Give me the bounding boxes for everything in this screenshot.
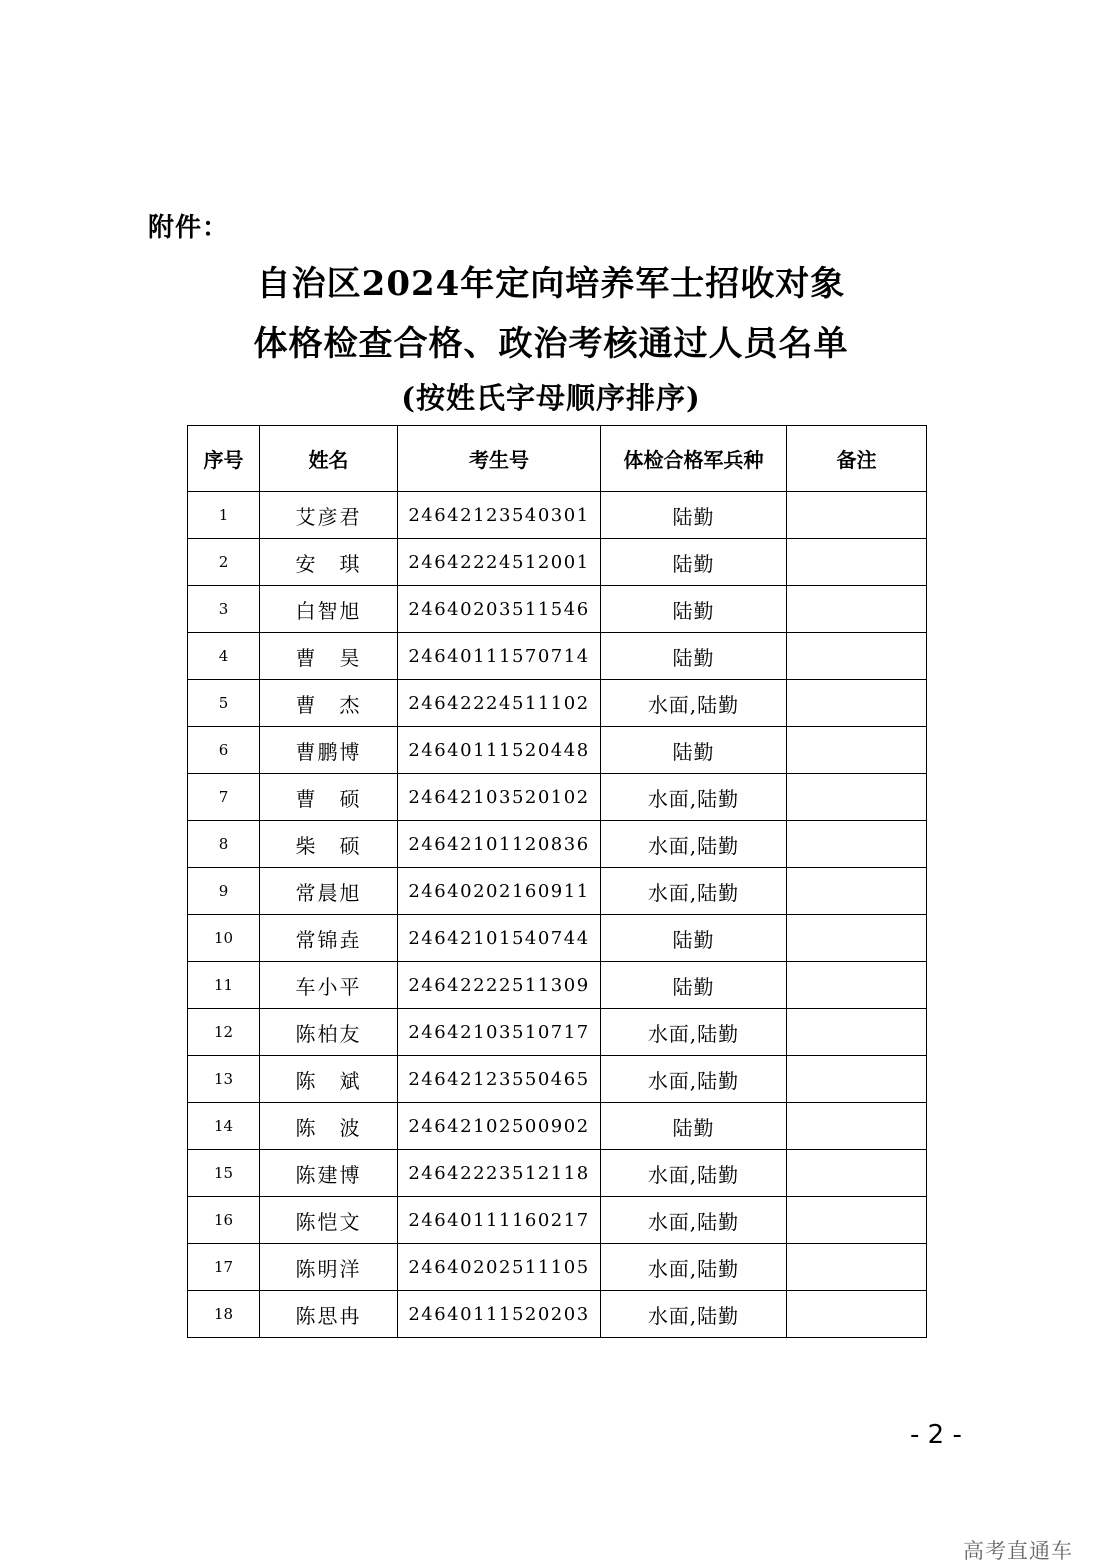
cell-name: 柴 硕 xyxy=(260,821,398,868)
cell-note xyxy=(787,1009,927,1056)
table-row xyxy=(188,680,927,727)
cell-seq: 9 xyxy=(188,868,260,915)
cell-service-arm: 水面,陆勤 xyxy=(601,1056,787,1103)
document-title-line2: 体格检查合格、政治考核通过人员名单 xyxy=(253,324,849,364)
cell-exam-number: 24642102500902 xyxy=(398,1103,601,1150)
watermark-text: 高考直通车 xyxy=(963,1539,1073,1563)
cell-note xyxy=(787,915,927,962)
cell-exam-number: 24642224512001 xyxy=(398,539,601,586)
cell-note xyxy=(787,1150,927,1197)
cell-seq: 12 xyxy=(188,1009,260,1056)
cell-service-arm: 陆勤 xyxy=(601,727,787,774)
cell-exam-number: 24642101120836 xyxy=(398,821,601,868)
cell-name: 艾彦君 xyxy=(260,492,398,539)
cell-exam-number: 24642123540301 xyxy=(398,492,601,539)
table-row xyxy=(188,727,927,774)
cell-exam-number: 24640202160911 xyxy=(398,868,601,915)
cell-exam-number: 24642103510717 xyxy=(398,1009,601,1056)
table-row xyxy=(188,962,927,1009)
cell-service-arm: 水面,陆勤 xyxy=(601,1197,787,1244)
table-row xyxy=(188,539,927,586)
cell-name: 陈恺文 xyxy=(260,1197,398,1244)
cell-seq: 5 xyxy=(188,680,260,727)
cell-exam-number: 24640202511105 xyxy=(398,1244,601,1291)
cell-name: 安 琪 xyxy=(260,539,398,586)
cell-service-arm: 水面,陆勤 xyxy=(601,868,787,915)
cell-exam-number: 24640111520448 xyxy=(398,727,601,774)
cell-service-arm: 水面,陆勤 xyxy=(601,680,787,727)
header-service-arm: 体检合格军兵种 xyxy=(601,426,787,492)
cell-seq: 7 xyxy=(188,774,260,821)
table-row xyxy=(188,586,927,633)
table-row xyxy=(188,915,927,962)
cell-name: 陈思冉 xyxy=(260,1291,398,1338)
cell-note xyxy=(787,1291,927,1338)
cell-name: 陈柏友 xyxy=(260,1009,398,1056)
page-number: - 2 - xyxy=(910,1420,962,1450)
cell-seq: 4 xyxy=(188,633,260,680)
table-row xyxy=(188,1291,927,1338)
cell-name: 陈 波 xyxy=(260,1103,398,1150)
cell-name: 常晨旭 xyxy=(260,868,398,915)
cell-name: 曹 昊 xyxy=(260,633,398,680)
cell-exam-number: 24642123550465 xyxy=(398,1056,601,1103)
table-row xyxy=(188,1009,927,1056)
table-row xyxy=(188,633,927,680)
header-name: 姓名 xyxy=(260,426,398,492)
cell-exam-number: 24642101540744 xyxy=(398,915,601,962)
cell-seq: 14 xyxy=(188,1103,260,1150)
cell-seq: 16 xyxy=(188,1197,260,1244)
cell-seq: 13 xyxy=(188,1056,260,1103)
cell-name: 陈建博 xyxy=(260,1150,398,1197)
cell-note xyxy=(787,539,927,586)
cell-service-arm: 水面,陆勤 xyxy=(601,1291,787,1338)
cell-service-arm: 陆勤 xyxy=(601,962,787,1009)
cell-name: 陈 斌 xyxy=(260,1056,398,1103)
header-exam-number: 考生号 xyxy=(398,426,601,492)
cell-name: 白智旭 xyxy=(260,586,398,633)
table-row xyxy=(188,774,927,821)
cell-seq: 10 xyxy=(188,915,260,962)
cell-seq: 18 xyxy=(188,1291,260,1338)
cell-service-arm: 水面,陆勤 xyxy=(601,1150,787,1197)
table-row xyxy=(188,821,927,868)
header-note: 备注 xyxy=(787,426,927,492)
cell-seq: 2 xyxy=(188,539,260,586)
cell-exam-number: 24642222511309 xyxy=(398,962,601,1009)
document-subtitle: (按姓氏字母顺序排序) xyxy=(401,381,701,415)
cell-seq: 6 xyxy=(188,727,260,774)
table-row xyxy=(188,1244,927,1291)
cell-note xyxy=(787,492,927,539)
cell-seq: 17 xyxy=(188,1244,260,1291)
cell-exam-number: 24640111160217 xyxy=(398,1197,601,1244)
cell-seq: 11 xyxy=(188,962,260,1009)
cell-service-arm: 陆勤 xyxy=(601,915,787,962)
cell-note xyxy=(787,1197,927,1244)
cell-note xyxy=(787,586,927,633)
table-body xyxy=(188,492,927,1338)
cell-exam-number: 24642223512118 xyxy=(398,1150,601,1197)
cell-exam-number: 24642224511102 xyxy=(398,680,601,727)
cell-note xyxy=(787,962,927,1009)
table-header-row xyxy=(188,426,927,492)
cell-exam-number: 24640111520203 xyxy=(398,1291,601,1338)
cell-note xyxy=(787,1056,927,1103)
table-row xyxy=(188,1150,927,1197)
document-title-line1: 自治区2024年定向培养军士招收对象 xyxy=(256,264,846,304)
cell-name: 车小平 xyxy=(260,962,398,1009)
cell-service-arm: 陆勤 xyxy=(601,586,787,633)
table-row xyxy=(188,1197,927,1244)
cell-note xyxy=(787,680,927,727)
cell-service-arm: 陆勤 xyxy=(601,633,787,680)
cell-note xyxy=(787,821,927,868)
cell-seq: 15 xyxy=(188,1150,260,1197)
cell-service-arm: 陆勤 xyxy=(601,1103,787,1150)
candidate-table xyxy=(187,425,927,1338)
cell-service-arm: 水面,陆勤 xyxy=(601,1009,787,1056)
cell-exam-number: 24640203511546 xyxy=(398,586,601,633)
cell-seq: 8 xyxy=(188,821,260,868)
cell-note xyxy=(787,868,927,915)
cell-note xyxy=(787,1244,927,1291)
cell-note xyxy=(787,633,927,680)
attachment-label: 附件： xyxy=(148,213,230,243)
cell-service-arm: 水面,陆勤 xyxy=(601,821,787,868)
cell-name: 常锦垚 xyxy=(260,915,398,962)
cell-service-arm: 陆勤 xyxy=(601,539,787,586)
cell-service-arm: 水面,陆勤 xyxy=(601,774,787,821)
cell-note xyxy=(787,727,927,774)
cell-name: 陈明洋 xyxy=(260,1244,398,1291)
cell-service-arm: 水面,陆勤 xyxy=(601,1244,787,1291)
cell-name: 曹 杰 xyxy=(260,680,398,727)
table-row xyxy=(188,868,927,915)
table-row xyxy=(188,1103,927,1150)
cell-seq: 1 xyxy=(188,492,260,539)
cell-exam-number: 24640111570714 xyxy=(398,633,601,680)
cell-note xyxy=(787,774,927,821)
table-row xyxy=(188,1056,927,1103)
cell-service-arm: 陆勤 xyxy=(601,492,787,539)
cell-name: 曹鹏博 xyxy=(260,727,398,774)
cell-exam-number: 24642103520102 xyxy=(398,774,601,821)
table-row xyxy=(188,492,927,539)
cell-seq: 3 xyxy=(188,586,260,633)
header-seq: 序号 xyxy=(188,426,260,492)
cell-note xyxy=(787,1103,927,1150)
cell-name: 曹 硕 xyxy=(260,774,398,821)
